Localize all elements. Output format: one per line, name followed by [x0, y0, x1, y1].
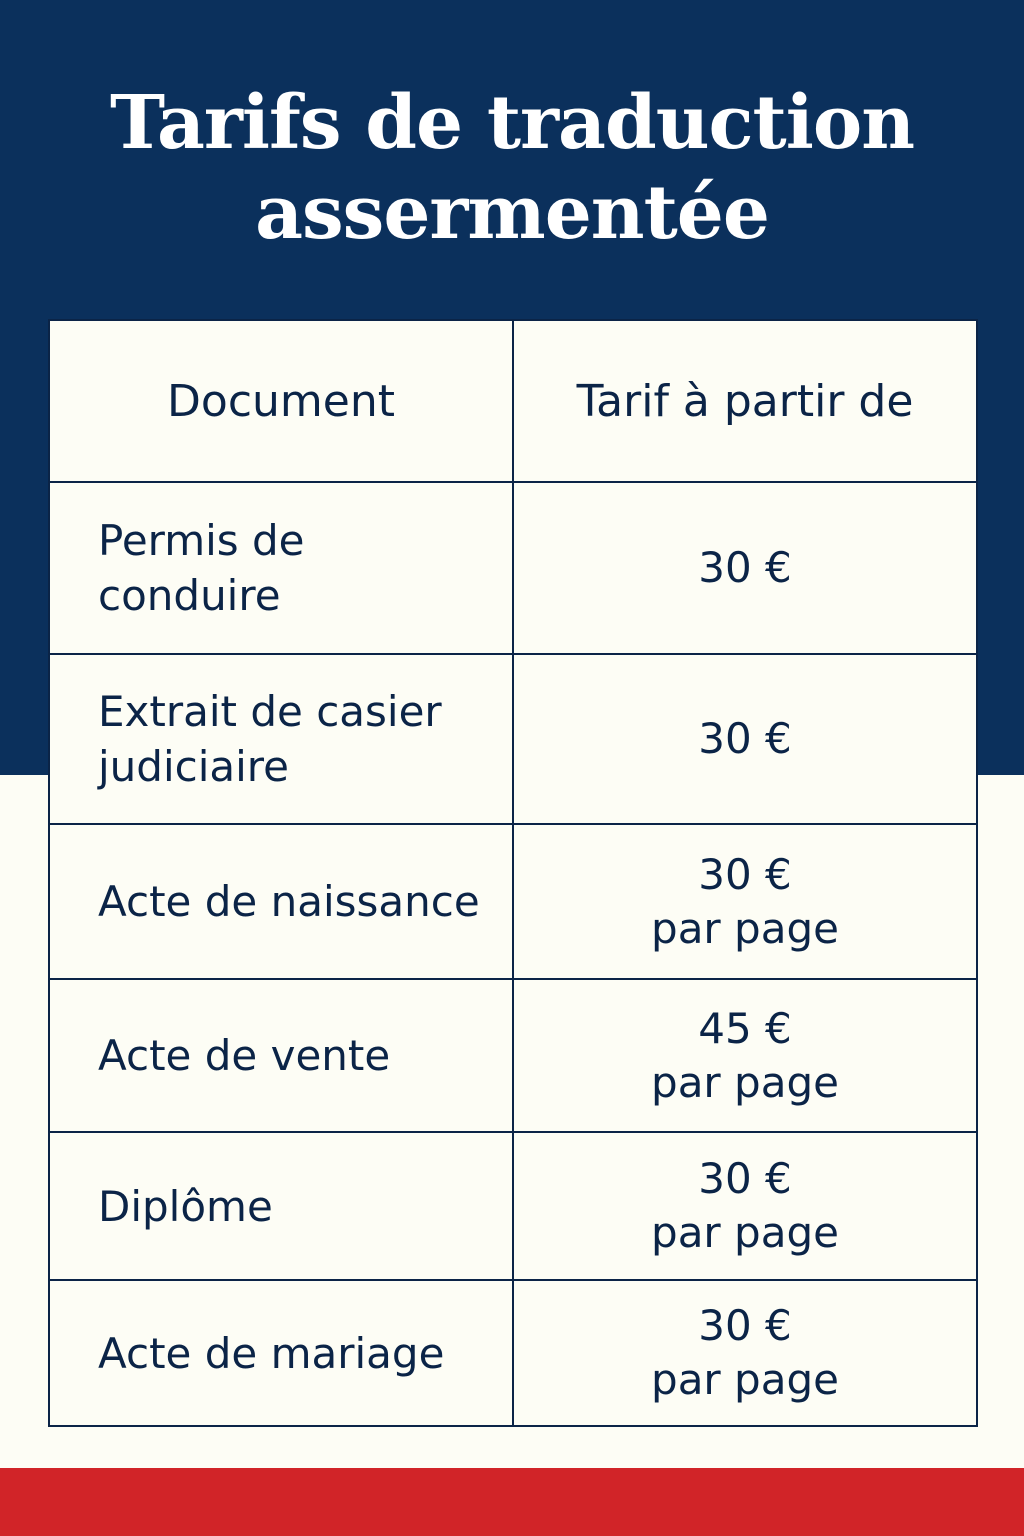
price-unit: par page: [651, 1208, 839, 1257]
document-cell: [49, 1280, 513, 1426]
page-title-line-2: assermentée: [255, 170, 769, 256]
price-amount: 30 €: [698, 1301, 792, 1350]
table-row: [49, 1280, 977, 1426]
page-title: [0, 78, 1024, 258]
table-row: [49, 482, 977, 654]
table-row: [49, 824, 977, 979]
column-header-price: Tarif à partir de: [513, 320, 977, 482]
document-name: Acte de mariage: [98, 1328, 445, 1378]
document-cell: [49, 824, 513, 979]
document-name: Permis de: [98, 516, 305, 565]
page-title-line-1: Tarifs de traduction: [109, 80, 915, 166]
price-unit: par page: [651, 903, 839, 953]
price-unit: par page: [651, 1057, 839, 1107]
price-cell: [513, 979, 977, 1132]
price-amount: 30 €: [698, 1154, 792, 1203]
price-amount: 30 €: [698, 714, 792, 763]
price-cell: [513, 1132, 977, 1280]
document-cell: [49, 654, 513, 824]
column-header-document: Document: [49, 320, 513, 482]
document-cell: [49, 979, 513, 1132]
document-name-continued: judiciaire: [98, 742, 289, 791]
price-cell: [513, 654, 977, 824]
price-unit: par page: [651, 1355, 839, 1404]
table-row: [49, 1132, 977, 1280]
price-table: [48, 319, 978, 1427]
document-cell: [49, 482, 513, 654]
document-name-continued: conduire: [98, 571, 281, 620]
price-amount: 30 €: [698, 849, 792, 899]
document-name: Acte de vente: [98, 1031, 391, 1080]
price-amount: 45 €: [698, 1003, 792, 1053]
price-cell: [513, 1280, 977, 1426]
footer-red-band: [0, 1468, 1024, 1536]
table-header-row: [49, 320, 977, 482]
price-amount: 30 €: [698, 543, 792, 592]
price-cell: [513, 482, 977, 654]
table-row: [49, 654, 977, 824]
document-cell: [49, 1132, 513, 1280]
document-name: Extrait de casier: [98, 687, 442, 736]
price-cell: [513, 824, 977, 979]
document-name: Acte de naissance: [98, 877, 480, 926]
table-row: [49, 979, 977, 1132]
document-name: Diplôme: [98, 1181, 273, 1231]
